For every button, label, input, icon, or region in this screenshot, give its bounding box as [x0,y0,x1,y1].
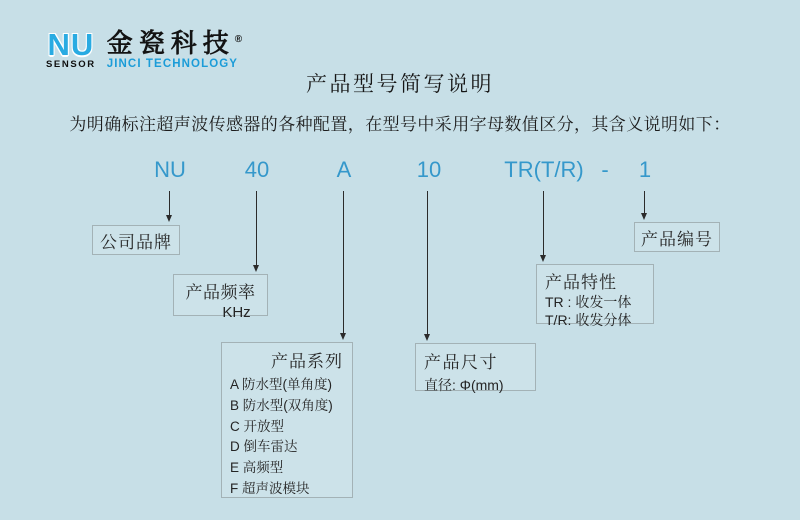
arrow-size-connector [427,191,428,334]
arrow-brand-connector [169,191,170,215]
frequency-label: 产品频率 [185,283,256,302]
series-item: B 防水型(双角度) [230,397,333,413]
arrow-number-connector [644,191,645,213]
feature-t-r-line: T/R: 收发分体 [545,312,632,328]
company-logo [46,26,242,70]
model-part-feature: TR(T/R) [504,157,584,182]
feature-label: 产品特性 [545,273,617,292]
series-label: 产品系列 [271,352,343,371]
logo-sensor-label: SENSOR [46,59,96,70]
model-part-series: A [336,157,352,182]
model-part-number: 1 [638,157,652,182]
logo-brand-block [107,26,242,70]
model-part-frequency: 40 [244,157,270,182]
model-part-brand: NU [154,157,186,182]
frequency-unit: KHz [222,304,251,321]
box-product-number [634,222,720,252]
size-detail: 直径: Φ(mm) [424,377,504,393]
company-brand-label: 公司品牌 [100,232,172,252]
box-feature [536,264,654,328]
intro-text: 为明确标注超声波传感器的各种配置，在型号中采用字母数值区分，其含义说明如下： [69,115,731,134]
series-item: E 高频型 [230,460,284,476]
series-item: A 防水型(单角度) [230,377,333,392]
page-title: 产品型号简写说明 [306,73,494,96]
box-company-brand [92,225,180,255]
series-item: C 开放型 [230,418,284,434]
model-part-dash: - [601,157,609,182]
arrow-series-connector [343,191,344,333]
box-series [221,342,353,498]
logo-brand-cn-text: 金瓷科技 [106,29,235,58]
logo-brand-en: JINCI TECHNOLOGY [106,58,239,70]
arrow-feature-connector [543,191,544,255]
size-label: 产品尺寸 [424,353,498,372]
registered-mark: ® [234,34,243,45]
feature-tr-line: TR : 收发一体 [545,294,632,310]
box-frequency [173,274,268,321]
model-part-size: 10 [416,157,442,182]
series-item: D 倒车雷达 [230,439,298,455]
logo-brand-cn [107,26,242,57]
logo-nu-block [46,27,96,70]
series-item: F 超声波模块 [230,480,310,496]
arrow-frequency-connector [256,191,257,265]
product-number-label: 产品编号 [641,229,713,249]
logo-nu-text: NU [47,27,95,62]
box-size [415,343,536,391]
